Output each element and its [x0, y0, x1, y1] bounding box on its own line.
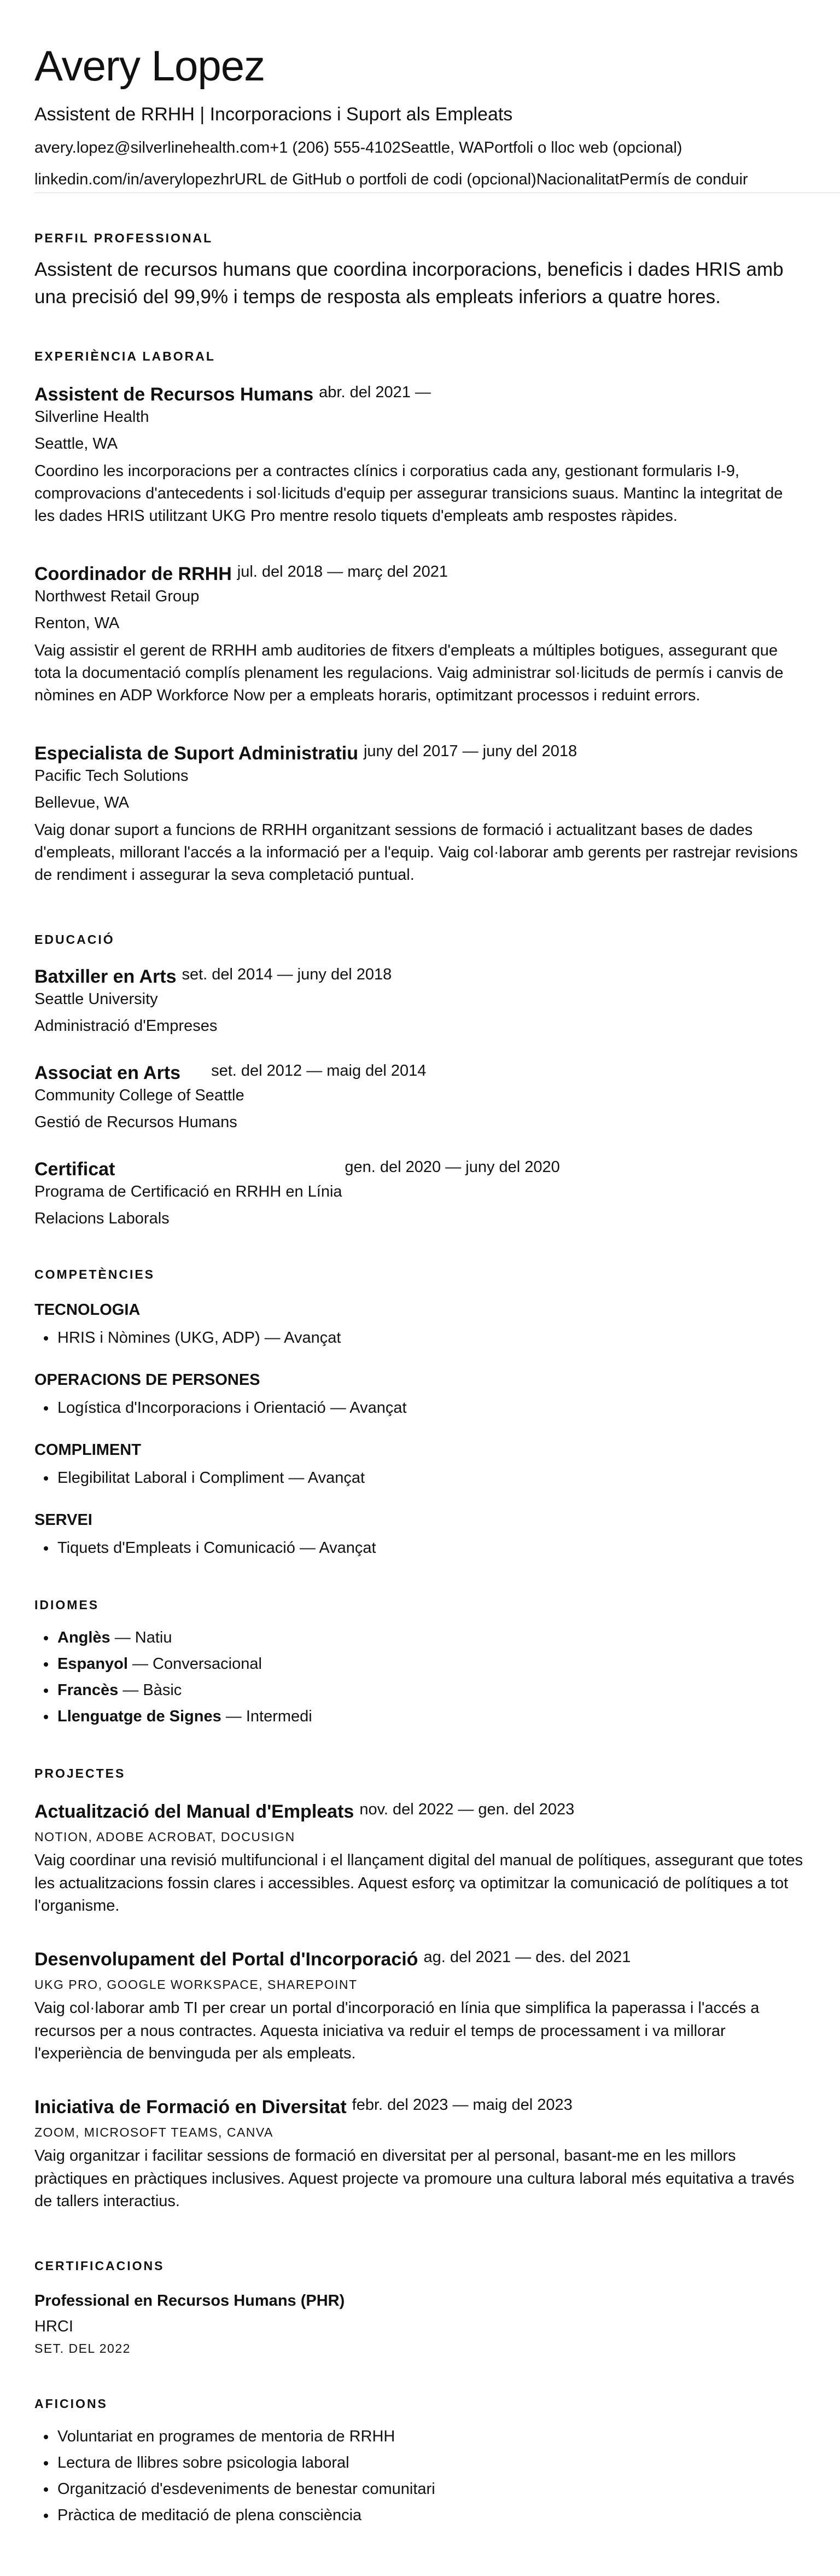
- education-item: [34, 1061, 806, 1133]
- field-of-study: Administració d'Empreses: [34, 1017, 218, 1035]
- interests-list: [34, 2424, 806, 2528]
- job-dates: jul. del 2018 — març del 2021: [237, 563, 448, 581]
- language-name: Espanyol: [57, 1655, 128, 1673]
- project-dates: ag. del 2021 — des. del 2021: [423, 1948, 631, 1966]
- experience-item: [34, 383, 806, 527]
- language-name: Anglès: [57, 1629, 110, 1646]
- job-description: Coordino les incorporacions per a contractes clínics i corporatius cada any, gestionant formularis I-9, comprovacions d'antecedents i sol·licituds d'equip per assegurar transicions suaus. Mantinc la integritat de les dades HRIS utilitzant UKG Pro mentre resolo tiquets d'empleats amb respostes ràpides.: [34, 462, 783, 525]
- project-dates: nov. del 2022 — gen. del 2023: [359, 1801, 575, 1818]
- school-name: Community College of Seattle: [34, 1086, 244, 1104]
- education-dates: set. del 2012 — maig del 2014: [211, 1062, 427, 1080]
- skill-category: COMPLIMENT: [34, 1441, 141, 1459]
- candidate-title: Assistent de RRHH | Incorporacions i Suport als Empleats: [34, 104, 513, 125]
- education-heading: EDUCACIÓ: [34, 932, 115, 947]
- company-name: Pacific Tech Solutions: [34, 767, 189, 785]
- location-text: Seattle, WA: [400, 139, 484, 156]
- candidate-name: Avery Lopez: [34, 42, 265, 90]
- skills-heading: COMPETÈNCIES: [34, 1267, 155, 1281]
- github-link[interactable]: URL de GitHub o portfoli de codi (opcional): [234, 171, 536, 188]
- language-name: Francès: [57, 1681, 119, 1699]
- driving-license-text: Permís de conduir: [619, 171, 748, 188]
- experience-item: [34, 562, 806, 707]
- job-location: Seattle, WA: [34, 434, 118, 452]
- project-title: Desenvolupament del Portal d'Incorporació: [34, 1949, 418, 1970]
- education-dates: gen. del 2020 — juny del 2020: [345, 1158, 560, 1176]
- skill-item: • Logística d'Incorporacions i Orientació — Avançat: [56, 1395, 806, 1422]
- interests-heading: AFICIONS: [34, 2397, 108, 2411]
- job-location: Bellevue, WA: [34, 793, 129, 811]
- projects-heading: PROJECTES: [34, 1766, 126, 1780]
- project-item: [34, 2096, 806, 2213]
- education-item: [34, 1158, 806, 1229]
- linkedin-link[interactable]: linkedin.com/in/averylopezhr: [34, 171, 235, 188]
- languages-heading: IDIOMES: [34, 1598, 100, 1612]
- job-title: Assistent de Recursos Humans: [34, 384, 314, 405]
- language-level: — Natiu: [110, 1629, 172, 1646]
- email-link[interactable]: avery.lopez@silverlinehealth.com: [34, 139, 270, 156]
- job-location: Renton, WA: [34, 614, 120, 632]
- contact-line-1: [34, 138, 806, 159]
- job-dates: juny del 2017 — juny del 2018: [363, 742, 578, 760]
- skill-category: SERVEI: [34, 1511, 92, 1529]
- interest-item: • Pràctica de meditació de plena consciència: [56, 2503, 806, 2529]
- company-name: Silverline Health: [34, 408, 149, 426]
- project-description: Vaig organitzar i facilitar sessions de formació en diversitat per al personal, basant-me en les millors pràctiques en pràctiques inclusives. Aquest projecte va promoure una cultura laboral més equitativa a través de tallers interactius.: [34, 2147, 795, 2210]
- education-item: [34, 965, 806, 1037]
- language-item: [56, 1651, 806, 1678]
- project-tech: ZOOM, MICROSOFT TEAMS, CANVA: [34, 2125, 273, 2139]
- project-item: [34, 1948, 806, 2065]
- languages-list: [34, 1625, 806, 1730]
- school-name: Programa de Certificació en RRHH en Línia: [34, 1182, 342, 1200]
- project-title: Actualització del Manual d'Empleats: [34, 1801, 354, 1822]
- certification-date: SET. DEL 2022: [34, 2341, 131, 2356]
- language-level: — Intermedi: [221, 1707, 312, 1725]
- degree-title: Associat en Arts: [34, 1063, 181, 1083]
- skill-group: [34, 1510, 806, 1562]
- certification-item: [34, 2290, 806, 2357]
- contact-line-2: [34, 170, 806, 190]
- language-name: Llenguatge de Signes: [57, 1707, 221, 1725]
- language-item: [56, 1625, 806, 1651]
- language-item: [56, 1678, 806, 1704]
- language-item: [56, 1704, 806, 1730]
- certifications-heading: CERTIFICACIONS: [34, 2259, 165, 2273]
- phone-link[interactable]: +1 (206) 555-4102: [270, 139, 401, 156]
- skill-item: • Elegibilitat Laboral i Compliment — Avançat: [56, 1465, 806, 1492]
- job-description: Vaig assistir el gerent de RRHH amb auditories de fitxers d'empleats a múltiples botigues, assegurant que tota la documentació complís plenament les regulacions. Vaig administrar sol·licituds de permís i canvis de nòmines en ADP Workforce Now per a empleats horaris, optimitzant processos i reduint errors.: [34, 641, 784, 705]
- project-description: Vaig col·laborar amb TI per crear un portal d'incorporació en línia que simplifica la paperassa i l'accés a recursos per a nous contractes. Aquesta iniciativa va reduir el temps de processament i va millorar l'experiència de benvinguda per als empleats.: [34, 1999, 760, 2062]
- skill-item: • HRIS i Nòmines (UKG, ADP) — Avançat: [56, 1325, 806, 1351]
- project-tech: UKG PRO, GOOGLE WORKSPACE, SHAREPOINT: [34, 1977, 358, 1992]
- degree-title: Batxiller en Arts: [34, 966, 177, 987]
- skill-group: [34, 1370, 806, 1422]
- experience-item: [34, 742, 806, 886]
- summary-text: Assistent de recursos humans que coordina incorporacions, beneficis i dades HRIS amb una precisió del 99,9% i temps de resposta als empleats inferiors a quatre hores.: [34, 259, 784, 308]
- language-level: — Conversacional: [127, 1655, 262, 1673]
- skill-item: • Tiquets d'Empleats i Comunicació — Avançat: [56, 1535, 806, 1562]
- job-title: Coordinador de RRHH: [34, 564, 232, 584]
- job-description: Vaig donar suport a funcions de RRHH organitzant sessions de formació i actualitzant bases de dades d'empleats, millorant l'accés a la informació per a l'equip. Vaig col·laborar amb gerents per rastrejar revisions de rendiment i assegurar la seva completació puntual.: [34, 821, 798, 884]
- company-name: Northwest Retail Group: [34, 587, 200, 605]
- project-item: [34, 1800, 806, 1917]
- field-of-study: Gestió de Recursos Humans: [34, 1113, 237, 1131]
- certification-name: Professional en Recursos Humans (PHR): [34, 2292, 345, 2310]
- nationality-text: Nacionalitat: [536, 171, 620, 188]
- skill-group: [34, 1300, 806, 1351]
- skill-group: [34, 1440, 806, 1492]
- interest-item: • Lectura de llibres sobre psicologia laboral: [56, 2450, 806, 2476]
- project-dates: febr. del 2023 — maig del 2023: [352, 2096, 573, 2114]
- education-dates: set. del 2014 — juny del 2018: [182, 966, 392, 983]
- summary-heading: PERFIL PROFESSIONAL: [34, 231, 213, 245]
- field-of-study: Relacions Laborals: [34, 1209, 170, 1227]
- interest-item: • Organització d'esdeveniments de benestar comunitari: [56, 2476, 806, 2503]
- skill-category: TECNOLOGIA: [34, 1301, 141, 1319]
- skill-category: OPERACIONS DE PERSONES: [34, 1371, 260, 1389]
- experience-heading: EXPERIÈNCIA LABORAL: [34, 349, 215, 363]
- project-title: Iniciativa de Formació en Diversitat: [34, 2097, 347, 2117]
- project-description: Vaig coordinar una revisió multifuncional i el llançament digital del manual de polítiques, assegurant que totes les actualitzacions fossin clares i accessibles. Aquest esforç va optimitzar la comunicació de polítiques a tot l'organisme.: [34, 1852, 803, 1914]
- job-title: Especialista de Suport Administratiu: [34, 743, 358, 764]
- school-name: Seattle University: [34, 990, 158, 1008]
- job-dates: abr. del 2021 —: [319, 384, 431, 401]
- language-level: — Bàsic: [118, 1681, 182, 1699]
- portfolio-link[interactable]: Portfoli o lloc web (opcional): [483, 139, 682, 156]
- interest-item: • Voluntariat en programes de mentoria de RRHH: [56, 2424, 806, 2450]
- degree-title: Certificat: [34, 1159, 115, 1180]
- project-tech: NOTION, ADOBE ACROBAT, DOCUSIGN: [34, 1829, 295, 1844]
- certification-issuer: HRCI: [34, 2318, 73, 2336]
